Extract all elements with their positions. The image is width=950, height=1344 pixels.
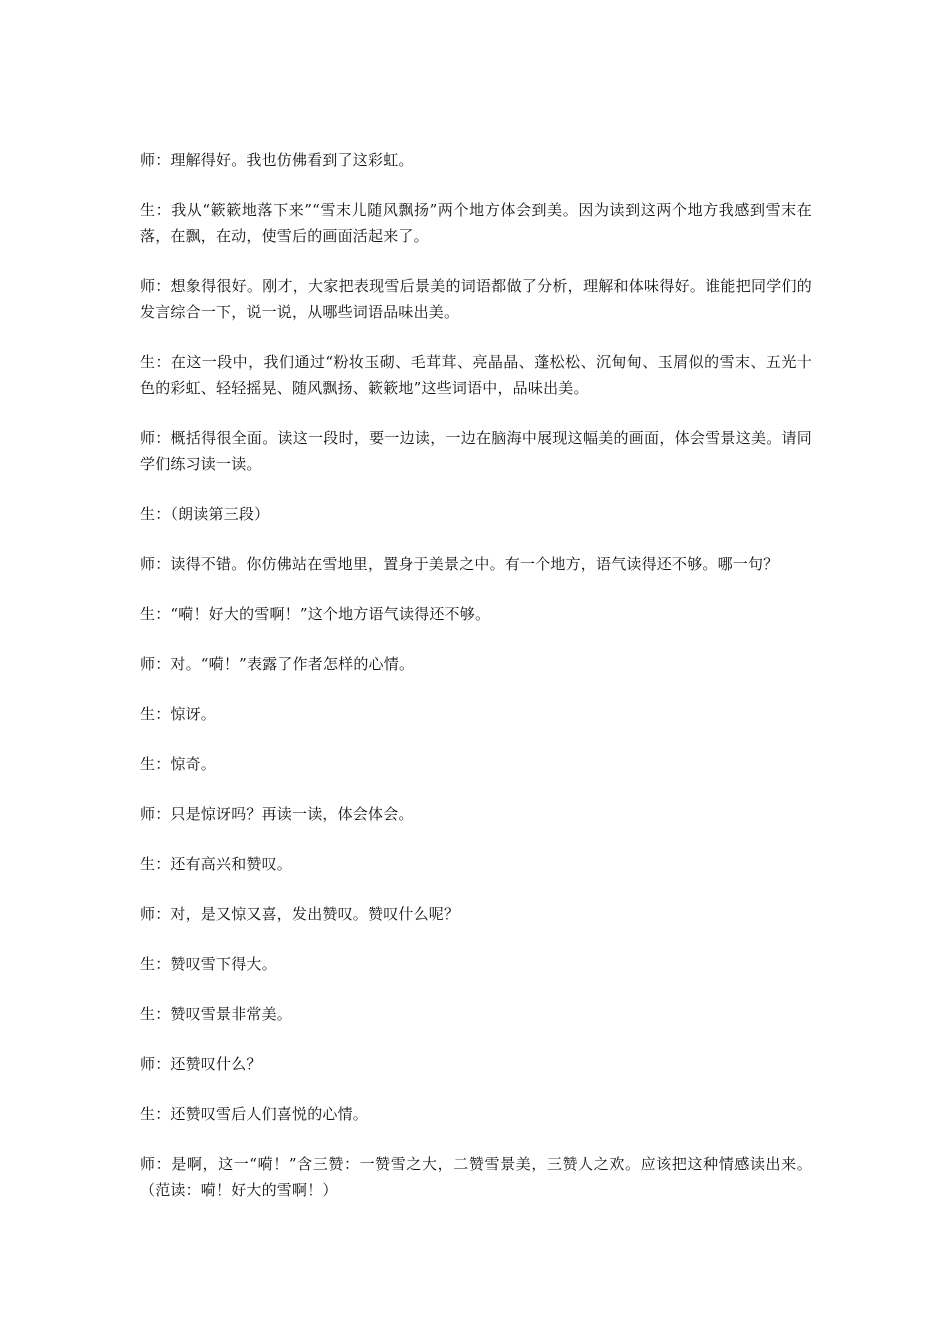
dialogue-paragraph: 师：对。“嗬！”表露了作者怎样的心情。	[140, 655, 415, 673]
dialogue-paragraph: 师：对，是又惊又喜，发出赞叹。赞叹什么呢？	[140, 905, 460, 923]
dialogue-paragraph: 生：在这一段中，我们通过“粉妆玉砌、毛茸茸、亮晶晶、蓬松松、沉甸甸、玉屑似的雪末、五光十色的彩虹、轻轻摇晃、随风飘扬、簌簌地”这些词语中，品味出美。	[140, 353, 812, 397]
dialogue-paragraph: 生：赞叹雪下得大。	[140, 955, 277, 973]
dialogue-paragraph: 生：还有高兴和赞叹。	[140, 855, 293, 873]
dialogue-paragraph: 师：只是惊讶吗？再读一读，体会体会。	[140, 805, 414, 823]
dialogue-paragraph: 生：还赞叹雪后人们喜悦的心情。	[140, 1105, 369, 1123]
dialogue-paragraph: 师：理解得好。我也仿佛看到了这彩虹。	[140, 151, 414, 169]
dialogue-paragraph: 生：（朗读第三段）	[140, 505, 270, 523]
dialogue-paragraph: 师：读得不错。你仿佛站在雪地里，置身于美景之中。有一个地方，语气读得还不够。哪一句？	[140, 555, 779, 573]
dialogue-paragraph: 师：概括得很全面。读这一段时，要一边读，一边在脑海中展现这幅美的画面，体会雪景这美。请同学们练习读一读。	[140, 429, 812, 473]
dialogue-paragraph: 师：是啊，这一“嗬！”含三赞：一赞雪之大，二赞雪景美，三赞人之欢。应该把这种情感读出来。（范读：嗬！好大的雪啊！）	[140, 1155, 812, 1199]
dialogue-paragraph: 生：惊奇。	[140, 755, 217, 773]
dialogue-paragraph: 师：还赞叹什么？	[140, 1055, 262, 1073]
document-page	[140, 147, 812, 1227]
dialogue-paragraph: 生：“嗬！好大的雪啊！”这个地方语气读得还不够。	[140, 605, 491, 623]
dialogue-paragraph: 生：我从“簌簌地落下来”“雪末儿随风飘扬”两个地方体会到美。因为读到这两个地方我感到雪末在落，在飘，在动，使雪后的画面活起来了。	[140, 201, 812, 245]
dialogue-paragraph: 生：惊讶。	[140, 705, 217, 723]
dialogue-paragraph: 生：赞叹雪景非常美。	[140, 1005, 293, 1023]
dialogue-paragraph: 师：想象得很好。刚才，大家把表现雪后景美的词语都做了分析，理解和体味得好。谁能把同学们的发言综合一下，说一说，从哪些词语品味出美。	[140, 277, 812, 321]
